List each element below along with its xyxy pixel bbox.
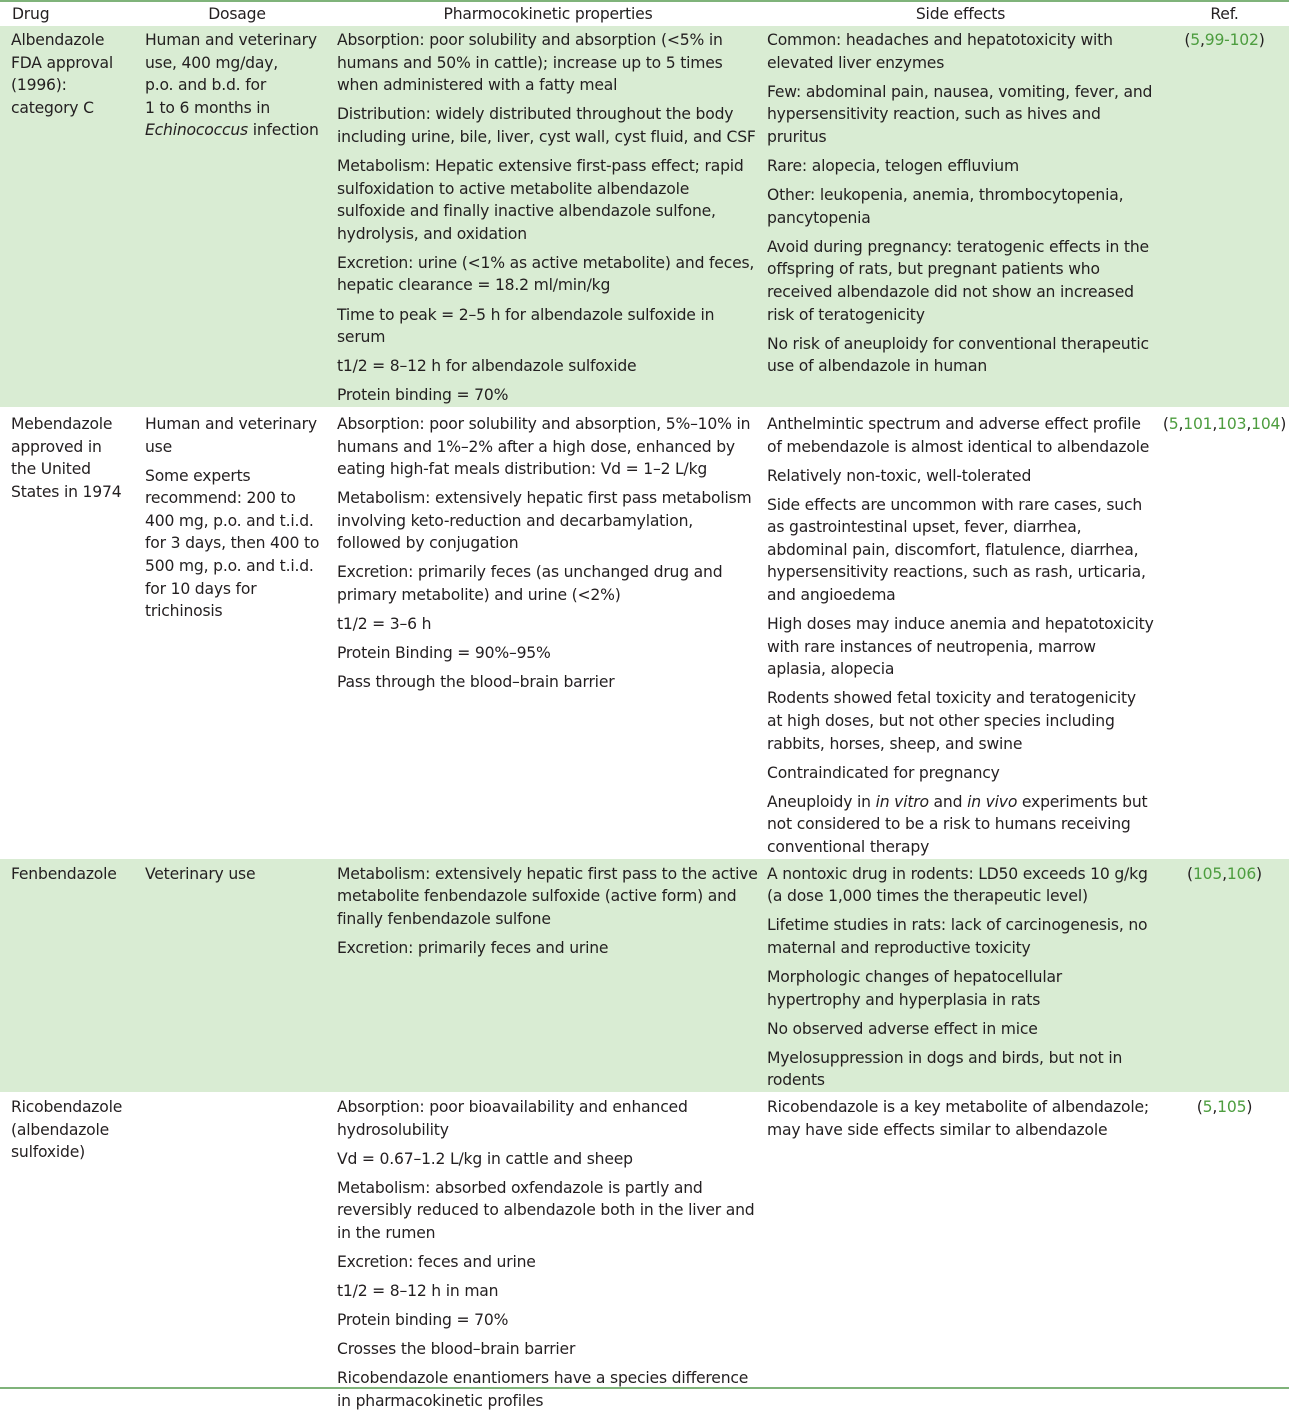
ref-link[interactable]: 101 bbox=[1183, 414, 1213, 433]
ref-link[interactable]: 104 bbox=[1251, 414, 1281, 433]
drug-cell: Ricobendazole (albendazole sulfoxide) bbox=[11, 1097, 123, 1162]
side-effects-cell: Ricobendazole is a key metabolite of albendazole; may have side effects similar to albendazole bbox=[767, 1097, 1149, 1139]
dosage-cell: Human and veterinary use, 400 mg/day, p.o. and b.d. for 1 to 6 months in Echinococcus infection bbox=[139, 26, 331, 407]
table-row bbox=[0, 1092, 1289, 1413]
drug-cell: Albendazole FDA approval (1996): category C bbox=[0, 26, 139, 407]
pharmacokinetics-cell: Absorption: poor solubility and absorption, 5%–10% in humans and 1%–2% after a high dose, enhanced by eating high-fat meals distribution: Vd = 1–2 L/kg Metabolism: extensively hepatic first pass metabolism involving keto-reduction and decarbamylation, followed by conjugation Excretion: primarily feces (as unchanged drug and primary metabolite) and urine (<2%) t1/2 = 3–6 h Protein Binding = 90%–95% Pass through the blood–brain barrier bbox=[337, 414, 752, 692]
drug-cell: Mebendazole approved in the United States in 1974 bbox=[11, 414, 122, 501]
ref-cell: (105,106) bbox=[1156, 859, 1289, 1092]
ref-link[interactable]: 106 bbox=[1226, 864, 1257, 883]
ref-cell: (5,105) bbox=[1196, 1097, 1253, 1116]
drug-cell: Fenbendazole bbox=[0, 859, 139, 1092]
ref-cell: (5,99-102) bbox=[1156, 26, 1289, 407]
ref-link[interactable]: 105 bbox=[1192, 864, 1223, 883]
ref-link[interactable]: 99-102 bbox=[1204, 31, 1259, 49]
table-header-row bbox=[0, 2, 1289, 26]
header-dosage: Dosage bbox=[208, 5, 266, 23]
side-effects-cell: Common: headaches and hepatotoxicity with elevated liver enzymes Few: abdominal pain, nausea, vomiting, fever, and hypersensitivity reaction, such as hives and pruritus Rare: alopecia, telogen effluvium Other: leukopenia, anemia, thrombocytopenia, pancytopenia Avoid during pregnancy: teratogenic effects in the offspring of rats, but pregnant patients who received albendazole did not show an increased risk of teratogenicity No risk of aneuploidy for conventional therapeutic use of albendazole in human bbox=[761, 26, 1156, 407]
header-side-effects: Side effects bbox=[915, 5, 1006, 23]
table-row bbox=[0, 859, 1289, 1092]
pharmacokinetics-cell: Metabolism: extensively hepatic first pass to the active metabolite fenbendazole sulfoxide (active form) and finally fenbendazole sulfone Excretion: primarily feces and urine bbox=[331, 859, 761, 1092]
dosage-cell: Veterinary use bbox=[139, 859, 331, 1092]
ref-link[interactable]: 5 bbox=[1190, 31, 1200, 49]
header-drug: Drug bbox=[12, 5, 50, 23]
header-ref: Ref. bbox=[1210, 5, 1239, 23]
side-effects-cell: A nontoxic drug in rodents: LD50 exceeds 10 g/kg (a dose 1,000 times the therapeutic level) Lifetime studies in rats: lack of carcinogenesis, no maternal and reproductive toxicity Morphologic changes of hepatocellular hypertrophy and hyperplasia in rats No observed adverse effect in mice Myelosuppression in dogs and birds, but not in rodents bbox=[761, 859, 1156, 1092]
ref-link[interactable]: 5 bbox=[1202, 1097, 1213, 1116]
drug-comparison-table bbox=[0, 2, 1289, 1413]
dosage-cell bbox=[139, 1092, 331, 1413]
ref-link[interactable]: 105 bbox=[1217, 1097, 1247, 1116]
side-effects-cell: Anthelmintic spectrum and adverse effect profile of mebendazole is almost identical to albendazole Relatively non-toxic, well-tolerated Side effects are uncommon with rare cases, such as gastrointestinal upset, fever, diarrhea, abdominal pain, discomfort, flatulence, diarrhea, hypersensitivity reactions, such as rash, urticaria, and angioedema High doses may induce anemia and hepatotoxicity with rare instances of neutropenia, marrow aplasia, alopecia Rodents showed fetal toxicity and teratogenicity at high doses, but not other species including rabbits, horses, sheep, and swine Contraindicated for pregnancy Aneuploidy in in vitro and in vivo experiments but not considered to be a risk to humans receiving conventional therapy bbox=[767, 414, 1154, 856]
ref-link[interactable]: 5 bbox=[1168, 414, 1179, 433]
ref-link[interactable]: 103 bbox=[1217, 414, 1247, 433]
ref-cell: (5,101,103,104) bbox=[1162, 414, 1287, 433]
dosage-cell: Human and veterinary use Some experts recommend: 200 to 400 mg, p.o. and t.i.d. for 3 days, then 400 to 500 mg, p.o. and t.i.d. for 10 days for trichinosis bbox=[145, 414, 320, 621]
pharmacokinetics-cell: Absorption: poor bioavailability and enhanced hydrosolubility Vd = 0.67–1.2 L/kg in cattle and sheep Metabolism: absorbed oxfendazole is partly and reversibly reduced to albendazole both in the liver and in the rumen Excretion: feces and urine t1/2 = 8–12 h in man Protein binding = 70% Crosses the blood–brain barrier Ricobendazole enantiomers have a species difference in pharmacokinetic profiles bbox=[337, 1097, 755, 1410]
header-pharmacokinetics: Pharmocokinetic properties bbox=[443, 5, 653, 23]
pharmacokinetics-cell: Absorption: poor solubility and absorption (<5% in humans and 50% in cattle); increase up to 5 times when administered with a fatty meal Distribution: widely distributed throughout the body including urine, bile, liver, cyst wall, cyst fluid, and CSF Metabolism: Hepatic extensive first-pass effect; rapid sulfoxidation to active metabolite albendazole sulfoxide and finally inactive albendazole sulfone, hydrolysis, and oxidation Excretion: urine (<1% as active metabolite) and feces, hepatic clearance = 18.2 ml/min/kg Time to peak = 2–5 h for albendazole sulfoxide in serum t1/2 = 8–12 h for albendazole sulfoxide Protein binding = 70% bbox=[331, 26, 761, 407]
table-row bbox=[0, 26, 1289, 407]
table-row bbox=[0, 407, 1289, 859]
